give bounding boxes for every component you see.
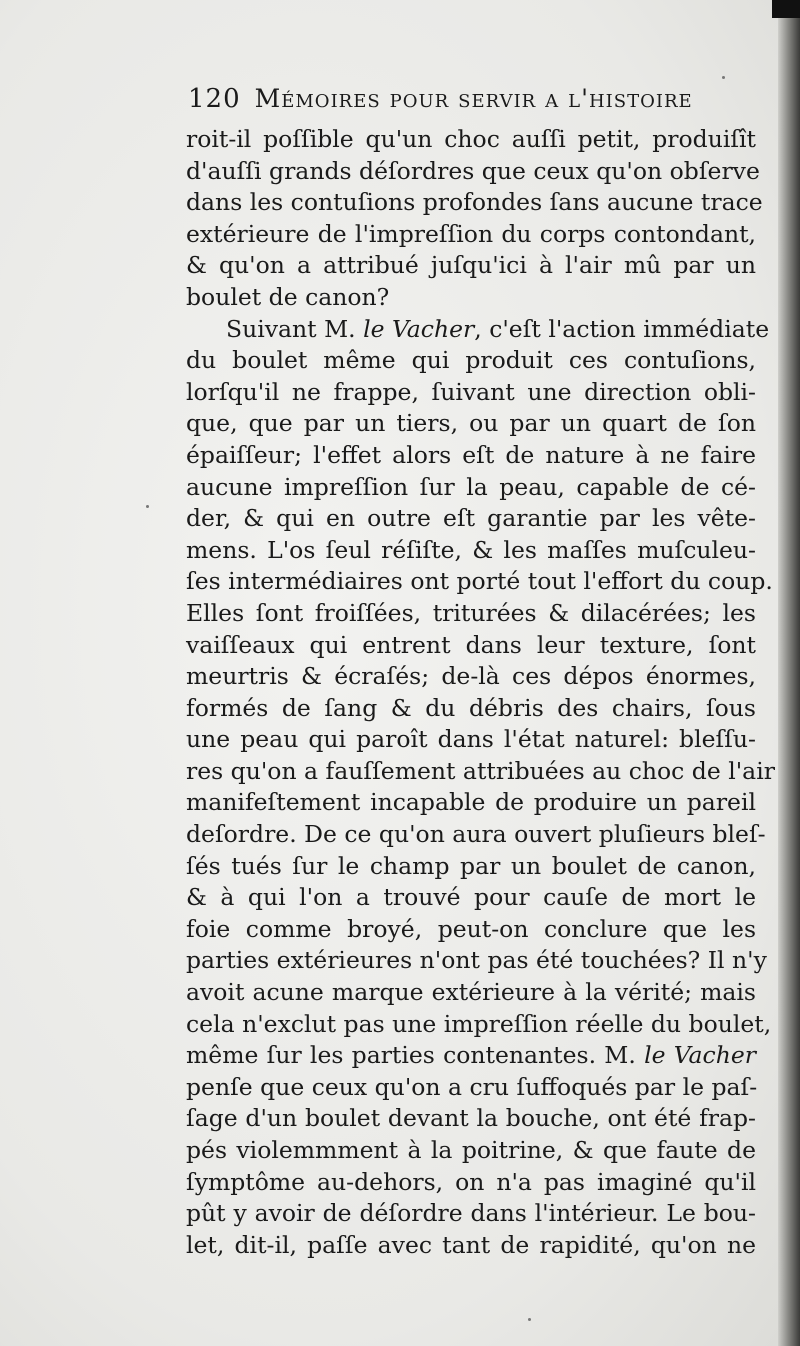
text-line xyxy=(186,282,756,314)
text-line xyxy=(186,1072,756,1104)
text-run: let, dit-il, paſſe avec tant de rapidité, qu'on ne xyxy=(186,1230,756,1259)
text-run: roit-il poſſible qu'un choc auſſi petit, produiſît xyxy=(186,125,756,153)
book-gutter-shadow xyxy=(778,0,800,1346)
text-line xyxy=(186,219,756,251)
text-line xyxy=(186,377,756,409)
text-line xyxy=(186,1135,756,1167)
text-line xyxy=(186,977,756,1009)
paper-speck xyxy=(146,505,149,508)
text-run: Elles ſont froiſſées, triturées & dilacérées; les xyxy=(186,598,756,627)
text-line xyxy=(186,693,756,725)
text-run: res qu'on a fauſſement attribuées au choc de l'air xyxy=(186,756,775,785)
text-line xyxy=(186,787,756,819)
italic-name: le Vacher xyxy=(644,1041,756,1070)
text-run: & à qui l'on a trouvé pour cauſe de mort le xyxy=(186,883,756,912)
text-run: d'auſſi grands déſordres que ceux qu'on obſerve xyxy=(186,156,760,185)
text-line xyxy=(186,503,756,535)
text-run: mens. L'os ſeul réſiſte, & les maſſes muſculeu- xyxy=(186,535,756,564)
text-line xyxy=(186,756,775,788)
text-run: parties extérieures n'ont pas été touchées? Il n'y xyxy=(186,946,767,975)
text-line xyxy=(186,914,756,946)
text-run: avoit acune marque extérieure à la vérité; mais xyxy=(186,978,756,1007)
text-line xyxy=(186,598,756,630)
text-line xyxy=(186,630,756,662)
text-line xyxy=(186,250,756,282)
text-run: même ſur les parties contenantes. M. xyxy=(186,1041,645,1070)
text-run: du boulet même qui produit ces contuſions, xyxy=(186,346,756,375)
text-run: foie comme broyé, peut-on conclure que les xyxy=(186,914,756,943)
text-line xyxy=(186,535,756,567)
text-line xyxy=(186,345,756,377)
text-run: vaiſſeaux qui entrent dans leur texture, ſont xyxy=(186,630,756,659)
text-line xyxy=(186,314,770,346)
text-line xyxy=(186,1103,756,1135)
text-run: que, que par un tiers, ou par un quart de ſon xyxy=(186,409,756,438)
text-run: épaiſſeur; l'effet alors eſt de nature à ne faire xyxy=(186,440,756,469)
text-run: boulet de canon? xyxy=(186,282,390,311)
text-line xyxy=(186,945,767,977)
text-run: formés de ſang & du débris des chairs, ſous xyxy=(186,693,756,722)
text-line xyxy=(186,1198,756,1230)
text-run: der, & qui en outre eſt garantie par les vête- xyxy=(186,504,756,533)
text-run: extérieure de l'impreſſion du corps contondant, xyxy=(186,219,756,248)
page-header xyxy=(188,84,748,114)
text-line xyxy=(186,187,763,219)
text-line xyxy=(186,124,756,156)
text-line xyxy=(186,1009,772,1041)
page-number: 120 xyxy=(188,84,241,114)
text-run: ſymptôme au-dehors, on n'a pas imaginé qu'il xyxy=(186,1167,756,1196)
text-run: cela n'exclut pas une impreſſion réelle du boulet, xyxy=(186,1009,772,1038)
text-run: lorſqu'il ne frappe, ſuivant une direction obli- xyxy=(186,377,756,406)
text-line xyxy=(186,566,773,598)
text-line xyxy=(186,661,756,693)
paper-speck xyxy=(528,1318,531,1321)
text-run: penſe que ceux qu'on a cru ſuffoqués par le paſ- xyxy=(186,1072,758,1101)
body-text xyxy=(186,124,775,1261)
text-run: aucune impreſſion ſur la peau, capable de cé- xyxy=(186,472,756,501)
book-gutter-corner xyxy=(772,0,800,18)
text-line xyxy=(186,724,756,756)
text-line xyxy=(186,882,756,914)
text-line xyxy=(186,156,760,188)
text-run: dans les contuſions profondes ſans aucune trace xyxy=(186,188,763,217)
text-run: ſés tués ſur le champ par un boulet de canon, xyxy=(186,851,756,880)
text-run: & qu'on a attribué juſqu'ici à l'air mû par un xyxy=(186,251,756,280)
text-run: manifeſtement incapable de produire un pareil xyxy=(186,788,756,817)
text-line xyxy=(186,408,756,440)
text-run: pût y avoir de déſordre dans l'intérieur. Le bou- xyxy=(186,1199,756,1228)
text-line xyxy=(186,1167,756,1199)
text-run: , c'eſt l'action immédiate xyxy=(474,314,770,343)
text-line xyxy=(186,819,766,851)
text-line xyxy=(186,472,756,504)
paper-speck xyxy=(722,76,725,79)
text-line xyxy=(186,440,756,472)
text-run: meurtris & écraſés; de-là ces dépos énormes, xyxy=(186,662,756,691)
text-line xyxy=(186,1230,756,1262)
italic-name: le Vacher xyxy=(363,314,475,343)
text-run: Suivant M. xyxy=(226,314,364,343)
text-run: une peau qui paroît dans l'état naturel: bleſſu- xyxy=(186,725,756,754)
text-run: deſordre. De ce qu'on aura ouvert pluſieurs bleſ- xyxy=(186,820,766,849)
running-head: Mémoires pour servir a l'histoire xyxy=(254,84,693,113)
text-run: ſes intermédiaires ont porté tout l'effort du coup. xyxy=(186,567,773,596)
text-run: ſage d'un boulet devant la bouche, ont été frap- xyxy=(186,1104,756,1133)
text-line xyxy=(186,1040,756,1072)
text-run: pés violemmment à la poitrine, & que faute de xyxy=(186,1136,756,1164)
text-line xyxy=(186,851,756,883)
